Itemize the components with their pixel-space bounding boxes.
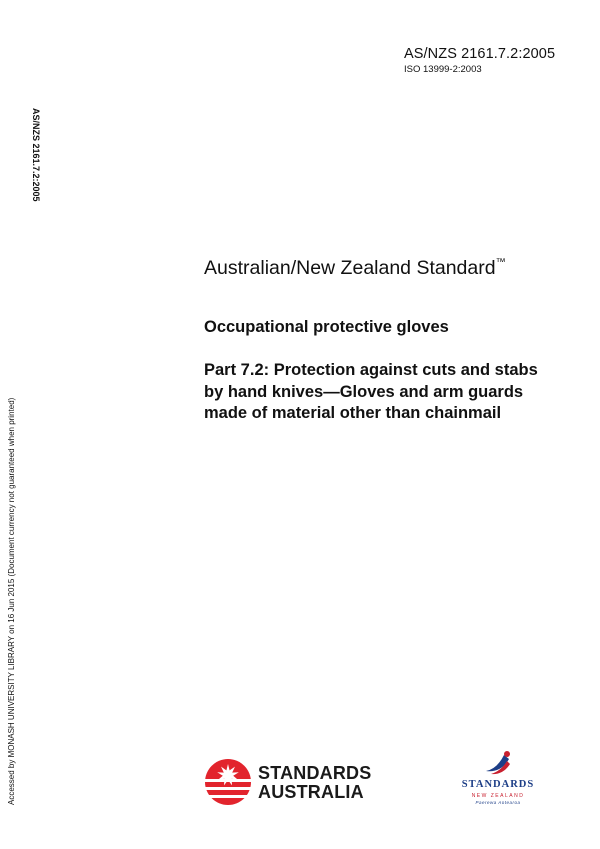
side-code-label bbox=[28, 108, 42, 208]
document-title: Occupational protective gloves bbox=[204, 318, 449, 336]
standards-nz-logo bbox=[448, 749, 548, 809]
series-title bbox=[204, 257, 506, 280]
iso-number: ISO 13999-2:2003 bbox=[404, 64, 482, 75]
standards-australia-emblem-icon bbox=[204, 758, 252, 806]
snz-logo-name: STANDARDS bbox=[461, 779, 535, 790]
access-notice-text: Accessed by MONASH UNIVERSITY LIBRARY on 16 Jun 2015 (Document currency not guaranteed when printed) bbox=[7, 397, 16, 805]
standards-australia-logo bbox=[204, 757, 374, 807]
access-notice bbox=[7, 365, 21, 805]
sa-logo-line2: AUSTRALIA bbox=[258, 782, 364, 802]
standard-number: AS/NZS 2161.7.2:2005 bbox=[404, 46, 556, 62]
standards-nz-emblem-icon bbox=[483, 749, 513, 777]
series-text: Australian/New Zealand Standard bbox=[204, 257, 496, 279]
sa-logo-line1: STANDARDS bbox=[258, 763, 372, 783]
side-code-text: AS/NZS 2161.7.2:2005 bbox=[31, 108, 41, 202]
trademark-symbol: ™ bbox=[495, 257, 506, 268]
snz-logo-sub: NEW ZEALAND bbox=[471, 793, 525, 799]
part-title: Part 7.2: Protection against cuts and stabs by hand knives—Gloves and arm guards made of material other than chainmail bbox=[204, 361, 538, 422]
snz-logo-maori: Paerewa Aotearoa bbox=[475, 800, 521, 805]
